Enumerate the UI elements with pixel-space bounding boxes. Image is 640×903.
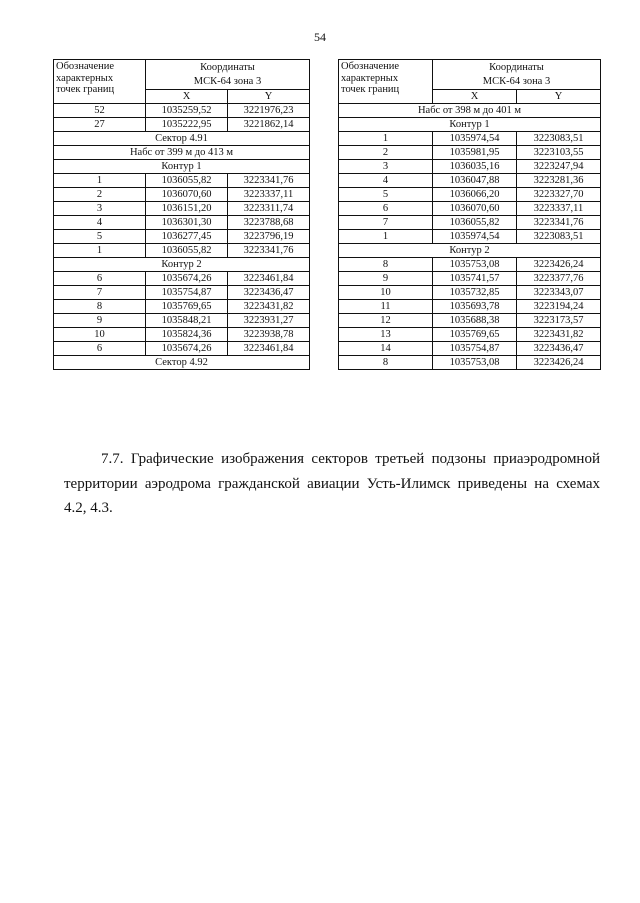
header-label-cell: Обозначение характерных точек границ bbox=[339, 60, 433, 104]
y-coordinate-cell: 3223194,24 bbox=[517, 300, 601, 314]
x-coordinate-cell: 1036055,82 bbox=[146, 244, 228, 258]
point-number-cell: 10 bbox=[54, 328, 146, 342]
x-coordinate-cell: 1035259,52 bbox=[146, 104, 228, 118]
table-row bbox=[339, 356, 601, 370]
x-coordinate-cell: 1035674,26 bbox=[146, 342, 228, 356]
x-coordinate-cell: 1035981,95 bbox=[433, 146, 517, 160]
body-paragraph: 7.7. Графические изображения секторов третьей подзоны приаэродромной территории аэродрома гражданской авиации Усть-Илимск приведены на схемах 4.2, 4.3. bbox=[64, 451, 600, 516]
section-label-cell: Контур 1 bbox=[339, 118, 601, 132]
table-row bbox=[54, 104, 310, 118]
coordinates-table-right-body bbox=[339, 60, 601, 370]
point-number-cell: 5 bbox=[54, 230, 146, 244]
x-coordinate-cell: 1035753,08 bbox=[433, 356, 517, 370]
x-coordinate-cell: 1035741,57 bbox=[433, 272, 517, 286]
x-coordinate-cell: 1035848,21 bbox=[146, 314, 228, 328]
point-number-cell: 1 bbox=[339, 132, 433, 146]
y-coordinate-cell: 3223327,70 bbox=[517, 188, 601, 202]
point-number-cell: 10 bbox=[339, 286, 433, 300]
x-coordinate-cell: 1035693,78 bbox=[433, 300, 517, 314]
table-row bbox=[54, 174, 310, 188]
x-coordinate-cell: 1035754,87 bbox=[146, 286, 228, 300]
table-row bbox=[54, 118, 310, 132]
x-coordinate-cell: 1035688,38 bbox=[433, 314, 517, 328]
header-x-cell: X bbox=[433, 90, 517, 104]
y-coordinate-cell: 3223431,82 bbox=[517, 328, 601, 342]
section-row bbox=[339, 244, 601, 258]
y-coordinate-cell: 3223341,76 bbox=[517, 216, 601, 230]
x-coordinate-cell: 1036055,82 bbox=[146, 174, 228, 188]
x-coordinate-cell: 1035769,65 bbox=[433, 328, 517, 342]
x-coordinate-cell: 1036035,16 bbox=[433, 160, 517, 174]
table-row bbox=[339, 188, 601, 202]
header-y-cell: Y bbox=[517, 90, 601, 104]
y-coordinate-cell: 3223341,76 bbox=[228, 174, 310, 188]
point-number-cell: 11 bbox=[339, 300, 433, 314]
table-row bbox=[339, 146, 601, 160]
table-row bbox=[339, 132, 601, 146]
section-row bbox=[339, 118, 601, 132]
table-row bbox=[54, 244, 310, 258]
x-coordinate-cell: 1036070,60 bbox=[433, 202, 517, 216]
header-row bbox=[54, 60, 310, 90]
x-coordinate-cell: 1036047,88 bbox=[433, 174, 517, 188]
x-coordinate-cell: 1035824,36 bbox=[146, 328, 228, 342]
x-coordinate-cell: 1035974,54 bbox=[433, 132, 517, 146]
point-number-cell: 13 bbox=[339, 328, 433, 342]
point-number-cell: 12 bbox=[339, 314, 433, 328]
point-number-cell: 3 bbox=[339, 160, 433, 174]
y-coordinate-cell: 3223337,11 bbox=[517, 202, 601, 216]
table-row bbox=[54, 230, 310, 244]
y-coordinate-cell: 3223337,11 bbox=[228, 188, 310, 202]
point-number-cell: 9 bbox=[54, 314, 146, 328]
header-row bbox=[339, 60, 601, 90]
x-coordinate-cell: 1035732,85 bbox=[433, 286, 517, 300]
table-row bbox=[54, 342, 310, 356]
x-coordinate-cell: 1036151,20 bbox=[146, 202, 228, 216]
table-row bbox=[54, 300, 310, 314]
table-row bbox=[54, 202, 310, 216]
table-row bbox=[54, 314, 310, 328]
table-row bbox=[339, 160, 601, 174]
y-coordinate-cell: 3221862,14 bbox=[228, 118, 310, 132]
table-row bbox=[54, 328, 310, 342]
table-row bbox=[339, 272, 601, 286]
table-row bbox=[339, 314, 601, 328]
header-coords-cell: Координаты МСК-64 зона 3 bbox=[146, 60, 310, 90]
y-coordinate-cell: 3223431,82 bbox=[228, 300, 310, 314]
point-number-cell: 1 bbox=[54, 244, 146, 258]
y-coordinate-cell: 3223103,55 bbox=[517, 146, 601, 160]
point-number-cell: 2 bbox=[339, 146, 433, 160]
table-row bbox=[339, 258, 601, 272]
point-number-cell: 52 bbox=[54, 104, 146, 118]
y-coordinate-cell: 3223461,84 bbox=[228, 272, 310, 286]
y-coordinate-cell: 3223931,27 bbox=[228, 314, 310, 328]
y-coordinate-cell: 3223461,84 bbox=[228, 342, 310, 356]
table-row bbox=[339, 202, 601, 216]
section-row bbox=[339, 104, 601, 118]
point-number-cell: 4 bbox=[339, 174, 433, 188]
y-coordinate-cell: 3223173,57 bbox=[517, 314, 601, 328]
point-number-cell: 8 bbox=[339, 258, 433, 272]
point-number-cell: 7 bbox=[339, 216, 433, 230]
table-row bbox=[339, 300, 601, 314]
section-label-cell: Контур 1 bbox=[54, 160, 310, 174]
point-number-cell: 8 bbox=[339, 356, 433, 370]
table-row bbox=[339, 328, 601, 342]
point-number-cell: 9 bbox=[339, 272, 433, 286]
section-row bbox=[54, 146, 310, 160]
point-number-cell: 2 bbox=[54, 188, 146, 202]
coordinates-table-left-body bbox=[54, 60, 310, 370]
y-coordinate-cell: 3223426,24 bbox=[517, 258, 601, 272]
y-coordinate-cell: 3223788,68 bbox=[228, 216, 310, 230]
x-coordinate-cell: 1036070,60 bbox=[146, 188, 228, 202]
y-coordinate-cell: 3223281,36 bbox=[517, 174, 601, 188]
section-label-cell: Набс от 398 м до 401 м bbox=[339, 104, 601, 118]
point-number-cell: 6 bbox=[54, 342, 146, 356]
point-number-cell: 4 bbox=[54, 216, 146, 230]
x-coordinate-cell: 1035674,26 bbox=[146, 272, 228, 286]
section-row bbox=[54, 258, 310, 272]
point-number-cell: 6 bbox=[339, 202, 433, 216]
header-label-cell: Обозначение характерных точек границ bbox=[54, 60, 146, 104]
y-coordinate-cell: 3223343,07 bbox=[517, 286, 601, 300]
section-label-cell: Набс от 399 м до 413 м bbox=[54, 146, 310, 160]
y-coordinate-cell: 3223436,47 bbox=[228, 286, 310, 300]
y-coordinate-cell: 3223796,19 bbox=[228, 230, 310, 244]
section-row bbox=[54, 356, 310, 370]
table-row bbox=[339, 342, 601, 356]
y-coordinate-cell: 3223377,76 bbox=[517, 272, 601, 286]
table-row bbox=[54, 188, 310, 202]
section-row bbox=[54, 160, 310, 174]
x-coordinate-cell: 1035974,54 bbox=[433, 230, 517, 244]
y-coordinate-cell: 3223083,51 bbox=[517, 230, 601, 244]
section-row bbox=[54, 132, 310, 146]
table-row bbox=[54, 272, 310, 286]
table-row bbox=[339, 174, 601, 188]
y-coordinate-cell: 3223426,24 bbox=[517, 356, 601, 370]
y-coordinate-cell: 3223247,94 bbox=[517, 160, 601, 174]
table-row bbox=[339, 216, 601, 230]
point-number-cell: 3 bbox=[54, 202, 146, 216]
header-coords-cell: Координаты МСК-64 зона 3 bbox=[433, 60, 601, 90]
section-label-cell: Сектор 4.92 bbox=[54, 356, 310, 370]
point-number-cell: 1 bbox=[54, 174, 146, 188]
y-coordinate-cell: 3223938,78 bbox=[228, 328, 310, 342]
y-coordinate-cell: 3223436,47 bbox=[517, 342, 601, 356]
header-y-cell: Y bbox=[228, 90, 310, 104]
section-label-cell: Контур 2 bbox=[54, 258, 310, 272]
section-label-cell: Сектор 4.91 bbox=[54, 132, 310, 146]
table-row bbox=[54, 216, 310, 230]
table-row bbox=[339, 230, 601, 244]
coordinates-table-right bbox=[338, 59, 601, 370]
y-coordinate-cell: 3223083,51 bbox=[517, 132, 601, 146]
point-number-cell: 1 bbox=[339, 230, 433, 244]
coordinates-table-left bbox=[53, 59, 310, 370]
x-coordinate-cell: 1036055,82 bbox=[433, 216, 517, 230]
point-number-cell: 5 bbox=[339, 188, 433, 202]
x-coordinate-cell: 1035769,65 bbox=[146, 300, 228, 314]
y-coordinate-cell: 3223341,76 bbox=[228, 244, 310, 258]
y-coordinate-cell: 3221976,23 bbox=[228, 104, 310, 118]
x-coordinate-cell: 1035222,95 bbox=[146, 118, 228, 132]
point-number-cell: 8 bbox=[54, 300, 146, 314]
point-number-cell: 14 bbox=[339, 342, 433, 356]
point-number-cell: 7 bbox=[54, 286, 146, 300]
x-coordinate-cell: 1036066,20 bbox=[433, 188, 517, 202]
x-coordinate-cell: 1036277,45 bbox=[146, 230, 228, 244]
x-coordinate-cell: 1035753,08 bbox=[433, 258, 517, 272]
point-number-cell: 6 bbox=[54, 272, 146, 286]
x-coordinate-cell: 1036301,30 bbox=[146, 216, 228, 230]
table-row bbox=[54, 286, 310, 300]
point-number-cell: 27 bbox=[54, 118, 146, 132]
header-x-cell: X bbox=[146, 90, 228, 104]
page-number: 54 bbox=[314, 30, 326, 44]
x-coordinate-cell: 1035754,87 bbox=[433, 342, 517, 356]
section-label-cell: Контур 2 bbox=[339, 244, 601, 258]
table-row bbox=[339, 286, 601, 300]
y-coordinate-cell: 3223311,74 bbox=[228, 202, 310, 216]
